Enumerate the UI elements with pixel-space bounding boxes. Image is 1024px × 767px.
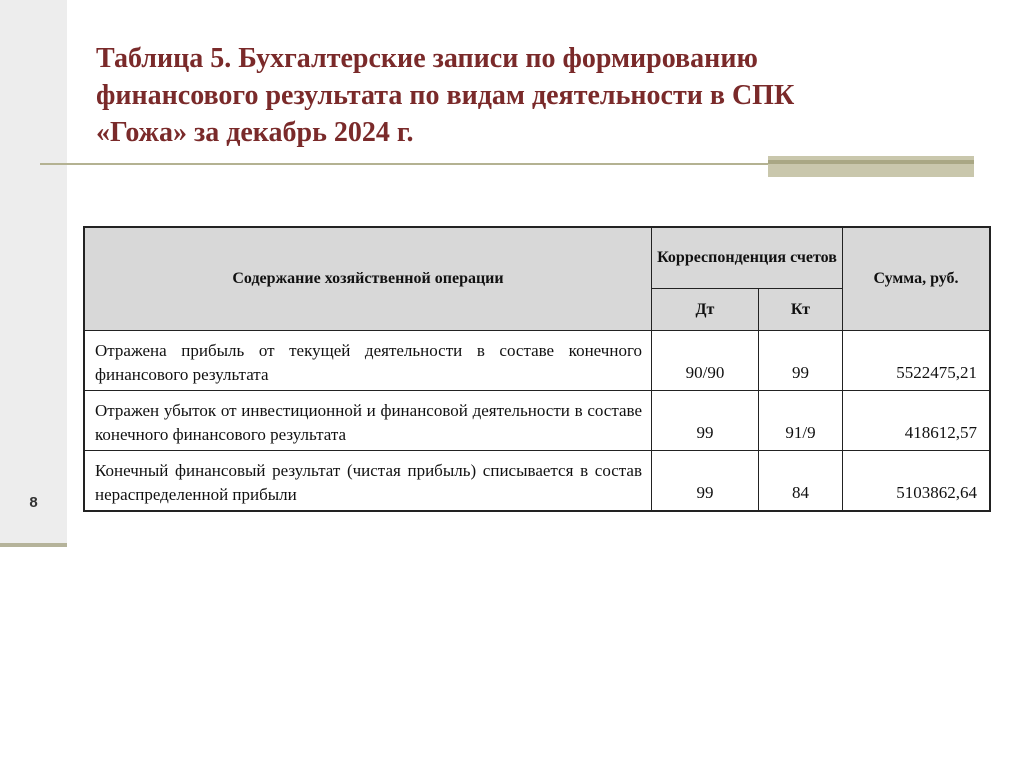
row-credit: 99 [758,331,842,391]
row-credit: 91/9 [758,391,842,451]
row-description: Отражена прибыль от текущей деятельности в составе конечного финансового результата [84,331,652,391]
row-description: Конечный финансовый результат (чистая прибыль) списывается в состав нераспределенной прибыли [84,451,652,511]
table-row [84,331,990,391]
row-amount: 5103862,64 [843,451,991,511]
slide-title: Таблица 5. Бухгалтерские записи по формированию финансового результата по видам деятельности в СПК «Гожа» за декабрь 2024 г. [96,43,795,148]
table-row [84,391,990,451]
row-amount: 418612,57 [843,391,991,451]
row-debit: 99 [652,451,759,511]
side-panel [0,0,67,543]
side-panel-underline [0,543,67,547]
page-number: 8 [29,494,38,511]
row-description: Отражен убыток от инвестиционной и финансовой деятельности в составе конечного финансового результата [84,391,652,451]
row-amount: 5522475,21 [843,331,991,391]
table-header-row [84,227,990,289]
header-operation: Содержание хозяйственной операции [84,227,652,331]
row-debit: 99 [652,391,759,451]
header-amount: Сумма, руб. [843,227,991,331]
row-credit: 84 [758,451,842,511]
header-credit: Кт [758,289,842,331]
table-row [84,451,990,511]
accounting-entries-table [83,226,991,512]
header-correspondence: Корреспонденция счетов [652,227,843,289]
title-accent-bar [768,156,974,177]
row-debit: 90/90 [652,331,759,391]
header-debit: Дт [652,289,759,331]
